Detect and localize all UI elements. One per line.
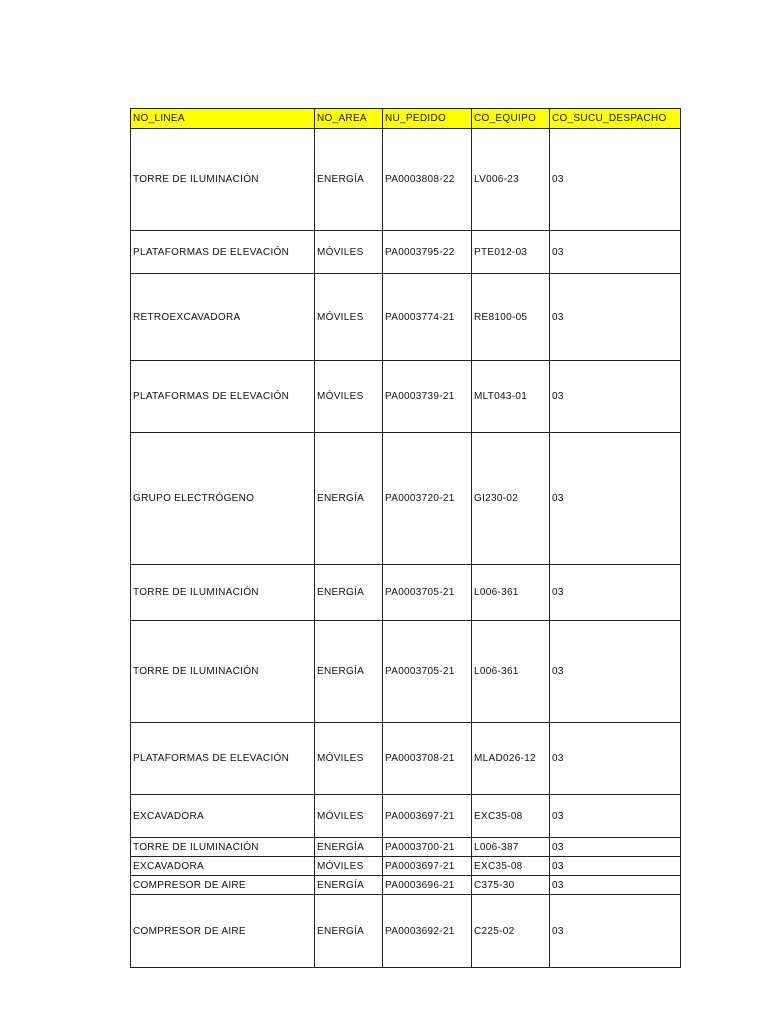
table-cell: 03: [550, 895, 681, 968]
table-cell: PA0003696-21: [383, 876, 472, 895]
table-cell: PA0003697-21: [383, 795, 472, 838]
table-cell: C225-02: [472, 895, 550, 968]
table-cell: TORRE DE ILUMINACIÓN: [131, 838, 315, 857]
table-cell: 03: [550, 274, 681, 361]
table-cell: 03: [550, 795, 681, 838]
table-cell: 03: [550, 433, 681, 565]
table-cell: MÓVILES: [315, 361, 383, 433]
table-cell: 03: [550, 129, 681, 231]
table-cell: 03: [550, 876, 681, 895]
table-cell: L006-387: [472, 838, 550, 857]
table-cell: MÓVILES: [315, 723, 383, 795]
table-cell: EXC35-08: [472, 857, 550, 876]
table-cell: LV006-23: [472, 129, 550, 231]
table-cell: TORRE DE ILUMINACIÓN: [131, 621, 315, 723]
table-cell: PLATAFORMAS DE ELEVACIÓN: [131, 723, 315, 795]
column-header: NU_PEDIDO: [383, 109, 472, 129]
table-cell: PA0003692-21: [383, 895, 472, 968]
header-row: [131, 109, 681, 129]
table-cell: ENERGÍA: [315, 876, 383, 895]
table-cell: MÓVILES: [315, 274, 383, 361]
table-cell: PA0003774-21: [383, 274, 472, 361]
table-row: [131, 838, 681, 857]
table-row: [131, 361, 681, 433]
table-cell: ENERGÍA: [315, 895, 383, 968]
table-cell: RE8100-05: [472, 274, 550, 361]
table-cell: 03: [550, 621, 681, 723]
table-cell: 03: [550, 231, 681, 274]
table-cell: PA0003795-22: [383, 231, 472, 274]
table-cell: TORRE DE ILUMINACIÓN: [131, 129, 315, 231]
column-header: CO_EQUIPO: [472, 109, 550, 129]
table-cell: 03: [550, 857, 681, 876]
table-cell: PA0003705-21: [383, 565, 472, 621]
table-cell: GRUPO ELECTRÓGENO: [131, 433, 315, 565]
table-row: [131, 231, 681, 274]
table-cell: COMPRESOR DE AIRE: [131, 876, 315, 895]
table-cell: PA0003697-21: [383, 857, 472, 876]
table-cell: ENERGÍA: [315, 129, 383, 231]
table-cell: EXCAVADORA: [131, 857, 315, 876]
data-table: [130, 108, 681, 968]
table-row: [131, 723, 681, 795]
table-cell: RETROEXCAVADORA: [131, 274, 315, 361]
table-cell: TORRE DE ILUMINACIÓN: [131, 565, 315, 621]
table-cell: 03: [550, 565, 681, 621]
table-row: [131, 857, 681, 876]
table-cell: PA0003708-21: [383, 723, 472, 795]
table-cell: L006-361: [472, 565, 550, 621]
table-cell: MÓVILES: [315, 231, 383, 274]
table-cell: EXCAVADORA: [131, 795, 315, 838]
table-cell: PA0003739-21: [383, 361, 472, 433]
column-header: NO_LINEA: [131, 109, 315, 129]
table-cell: PA0003705-21: [383, 621, 472, 723]
table-row: [131, 795, 681, 838]
table-cell: ENERGÍA: [315, 565, 383, 621]
table-cell: MÓVILES: [315, 857, 383, 876]
column-header: CO_SUCU_DESPACHO: [550, 109, 681, 129]
table-cell: EXC35-08: [472, 795, 550, 838]
table-cell: MÓVILES: [315, 795, 383, 838]
column-header: NO_AREA: [315, 109, 383, 129]
table-cell: PLATAFORMAS DE ELEVACIÓN: [131, 361, 315, 433]
table-cell: PA0003700-21: [383, 838, 472, 857]
table-cell: PA0003720-21: [383, 433, 472, 565]
table-cell: 03: [550, 723, 681, 795]
table-row: [131, 876, 681, 895]
table-cell: PTE012-03: [472, 231, 550, 274]
table-cell: GI230-02: [472, 433, 550, 565]
table-cell: MLAD026-12: [472, 723, 550, 795]
table-body: [131, 129, 681, 968]
table-row: [131, 433, 681, 565]
table-cell: 03: [550, 838, 681, 857]
table-cell: PA0003808-22: [383, 129, 472, 231]
table-cell: L006-361: [472, 621, 550, 723]
table-row: [131, 129, 681, 231]
table-cell: 03: [550, 361, 681, 433]
table-cell: PLATAFORMAS DE ELEVACIÓN: [131, 231, 315, 274]
table-cell: ENERGÍA: [315, 433, 383, 565]
table-cell: ENERGÍA: [315, 621, 383, 723]
table-row: [131, 895, 681, 968]
table-cell: COMPRESOR DE AIRE: [131, 895, 315, 968]
table-row: [131, 621, 681, 723]
table-cell: MLT043-01: [472, 361, 550, 433]
table-cell: C375-30: [472, 876, 550, 895]
table-row: [131, 274, 681, 361]
table-cell: ENERGÍA: [315, 838, 383, 857]
table-row: [131, 565, 681, 621]
